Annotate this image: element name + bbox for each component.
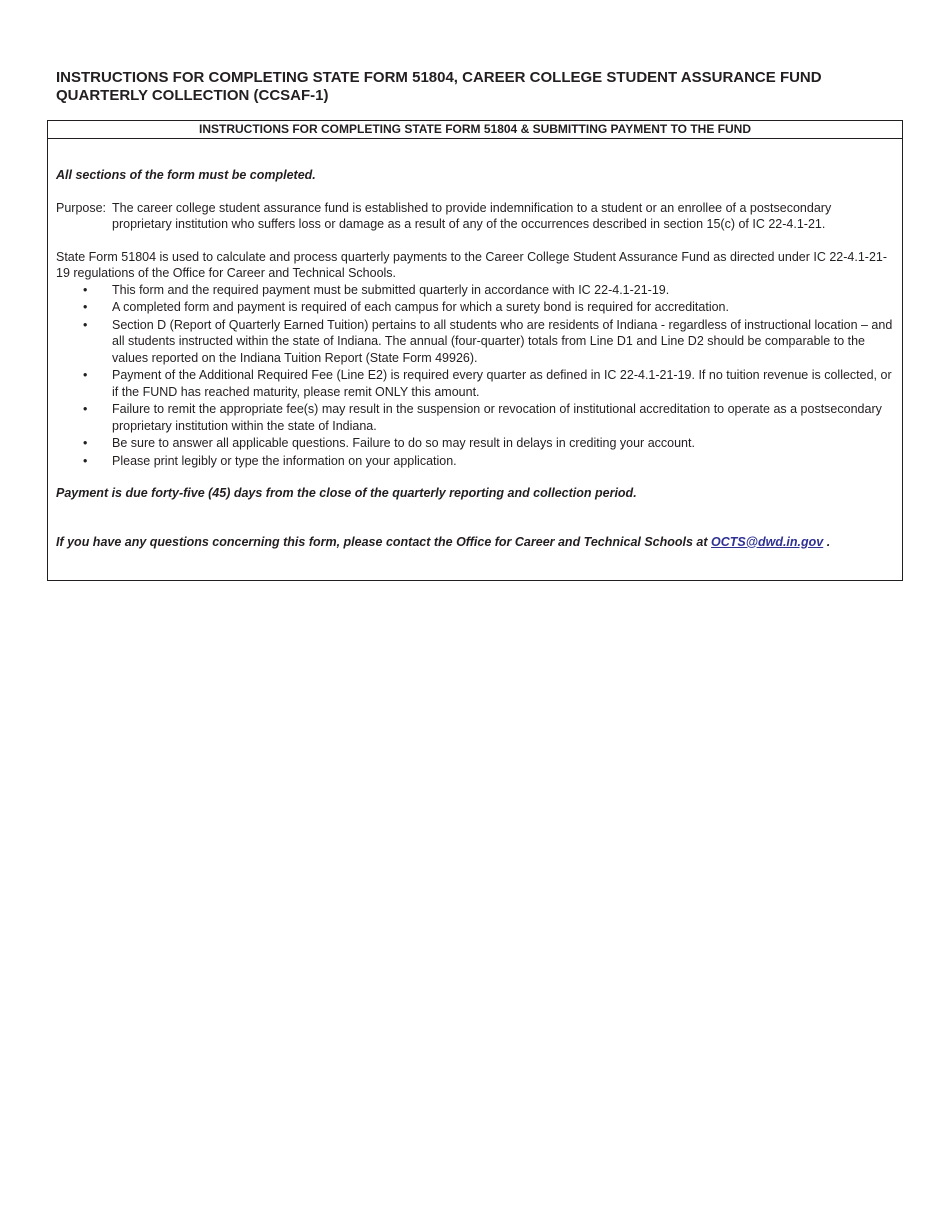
bullet-icon: •	[83, 436, 88, 450]
instructions-box	[47, 120, 903, 581]
state-form-description: State Form 51804 is used to calculate and process quarterly payments to the Career College Student Assurance Fund as directed under IC 22-4.1-21-19 regulations of the Office for Career and Technical Schools.	[56, 249, 888, 280]
bullet-icon: •	[83, 300, 88, 314]
list-item	[56, 317, 893, 367]
instructions-box-body	[48, 139, 902, 550]
list-item-text: Failure to remit the appropriate fee(s) may result in the suspension or revocation of institutional accreditation to operate as a postsecondary proprietary institution within the state of Indiana.	[112, 402, 882, 433]
bullet-icon: •	[83, 282, 88, 297]
payment-due-note: Payment is due forty-five (45) days from the close of the quarterly reporting and collection period.	[56, 486, 637, 500]
purpose-text: The career college student assurance fund is established to provide indemnification to a student or an enrollee of a postsecondary proprietary institution who suffers loss or damage as a result of any of the occurrences described in section 15(c) of IC 22-4.1-21.	[112, 200, 832, 231]
bullet-icon: •	[83, 317, 88, 332]
instructions-box-header: INSTRUCTIONS FOR COMPLETING STATE FORM 51804 & SUBMITTING PAYMENT TO THE FUND	[48, 121, 902, 139]
bullet-icon: •	[83, 368, 88, 382]
list-item	[56, 435, 893, 452]
contact-email-link[interactable]: OCTS@dwd.in.gov	[711, 534, 824, 549]
contact-end: .	[826, 534, 831, 549]
list-item-text: Be sure to answer all applicable questions. Failure to do so may result in delays in crediting your account.	[112, 436, 695, 450]
bullet-icon: •	[83, 453, 88, 468]
document-title: INSTRUCTIONS FOR COMPLETING STATE FORM 51804, CAREER COLLEGE STUDENT ASSURANCE FUND QUARTERLY COLLECTION (CCSAF-1)	[56, 69, 822, 104]
list-item	[56, 282, 893, 299]
purpose-section	[56, 200, 893, 233]
list-item-text: Section D (Report of Quarterly Earned Tuition) pertains to all students who are residents of Indiana - regardless of instructional location – and all students instructed within the state of Indiana. The annual (four-quarter) totals from Line D1 and Line D2 should be comparable to the values reported on the Indiana Tuition Report (State Form 49926).	[112, 317, 893, 365]
contact-text: If you have any questions concerning this form, please contact the Office for Career and Technical Schools at	[56, 534, 708, 549]
bullet-icon: •	[83, 402, 88, 416]
list-item-text: A completed form and payment is required of each campus for which a surety bond is required for accreditation.	[112, 300, 729, 314]
list-item-text: This form and the required payment must be submitted quarterly in accordance with IC 22-4.1-21-19.	[112, 282, 670, 297]
contact-note	[56, 534, 893, 551]
list-item	[56, 453, 893, 470]
list-item	[56, 401, 893, 434]
list-item	[56, 367, 893, 400]
list-item	[56, 299, 893, 316]
all-sections-note: All sections of the form must be completed.	[56, 168, 316, 182]
instruction-bullet-list	[56, 282, 893, 470]
list-item-text: Please print legibly or type the information on your application.	[112, 453, 457, 468]
purpose-label: Purpose:	[56, 200, 107, 215]
list-item-text: Payment of the Additional Required Fee (Line E2) is required every quarter as defined in IC 22-4.1-21-19. If no tuition revenue is collected, or if the FUND has reached maturity, please remit ONLY this amount.	[112, 368, 892, 399]
